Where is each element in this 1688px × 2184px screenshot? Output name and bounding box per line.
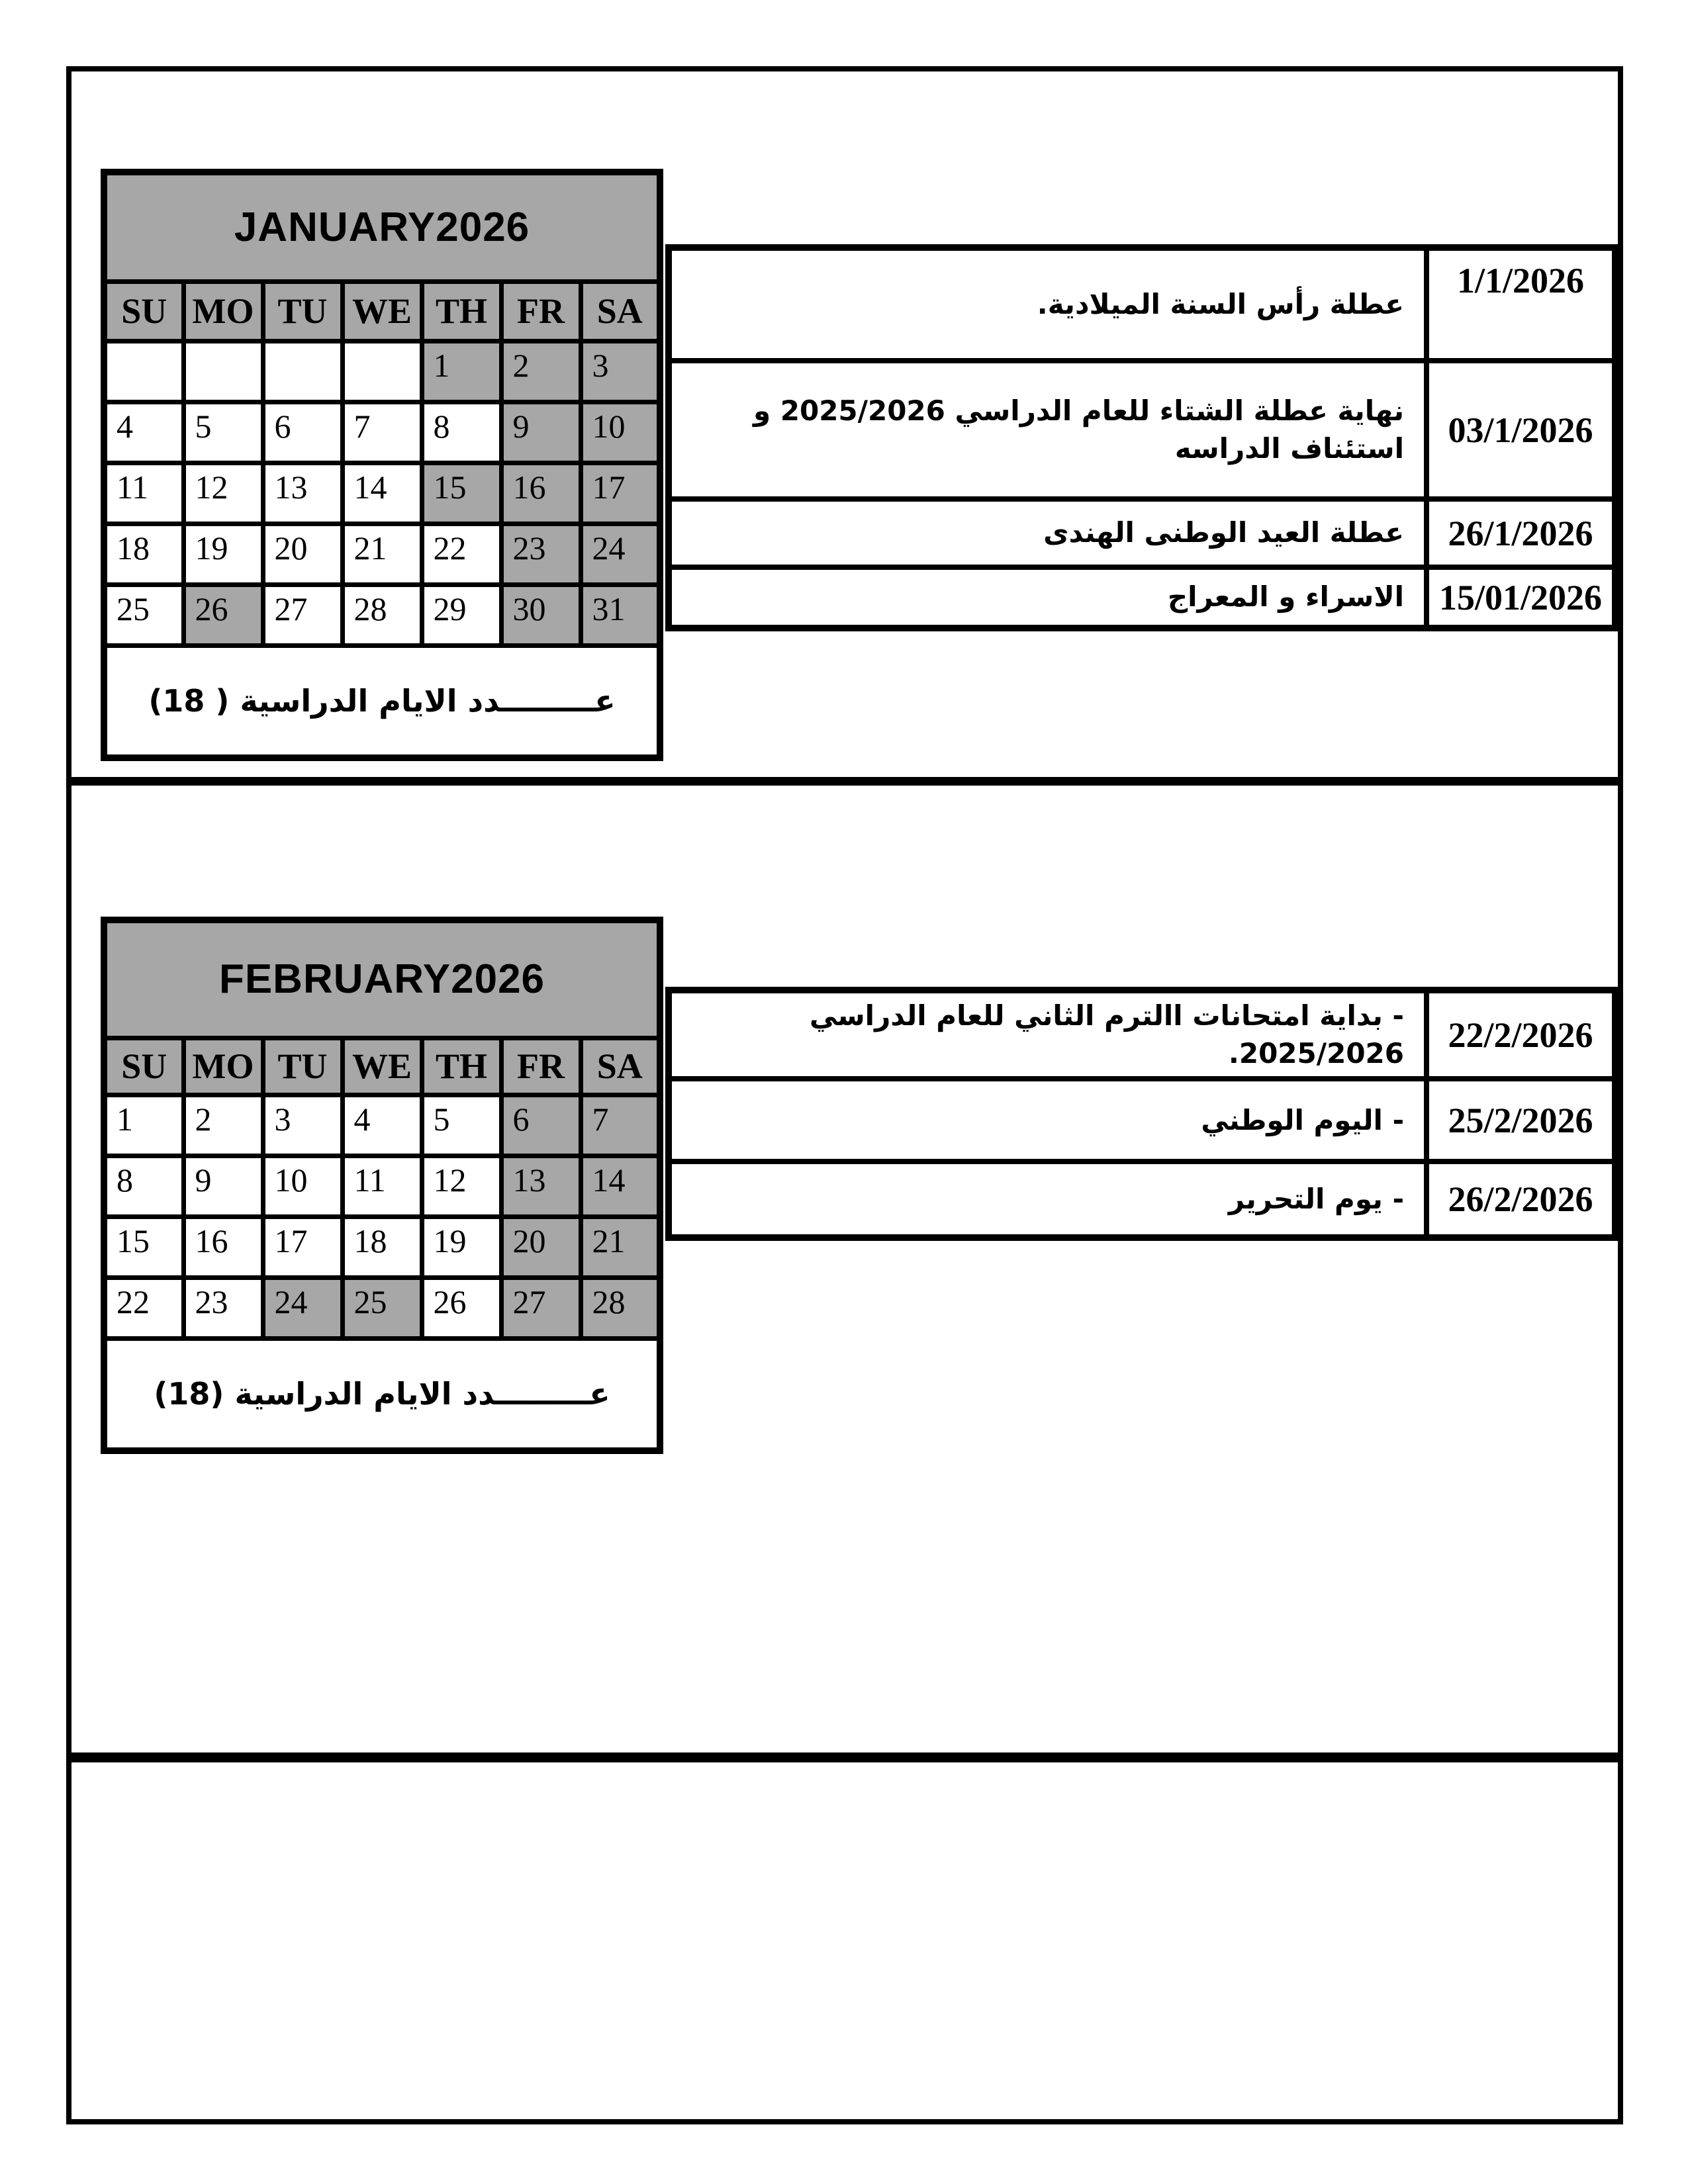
- week-row: [104, 523, 660, 584]
- day-cell-8: 8: [422, 402, 501, 463]
- day-cell-12: 12: [422, 1156, 501, 1216]
- day-header-mo: MO: [183, 281, 263, 341]
- calendar-head: [104, 172, 660, 341]
- day-cell-2: 2: [501, 341, 581, 402]
- day-cell-4: 4: [342, 1095, 422, 1156]
- weekday-header-row: [104, 281, 660, 341]
- week-row: [104, 402, 660, 463]
- event-row: [669, 990, 1615, 1079]
- day-cell-20: 20: [501, 1216, 581, 1277]
- school-days-note: عـــــــــدد الايام الدراسية ( 18): [104, 645, 660, 758]
- calendar-title-row: [104, 920, 660, 1038]
- events-table-february: [665, 987, 1618, 1241]
- day-cell-empty: [104, 341, 183, 402]
- calendar-title-row: [104, 172, 660, 281]
- event-description: الاسراء و المعراج: [669, 567, 1427, 628]
- day-cell-28: 28: [342, 584, 422, 645]
- day-header-th: TH: [422, 281, 501, 341]
- day-cell-9: 9: [501, 402, 581, 463]
- weekday-header-row: [104, 1038, 660, 1095]
- event-row: [669, 1161, 1615, 1238]
- week-row: [104, 463, 660, 523]
- day-cell-21: 21: [581, 1216, 660, 1277]
- day-cell-2: 2: [183, 1095, 263, 1156]
- day-cell-empty: [263, 341, 342, 402]
- day-cell-13: 13: [501, 1156, 581, 1216]
- day-cell-23: 23: [501, 523, 581, 584]
- day-cell-9: 9: [183, 1156, 263, 1216]
- day-cell-3: 3: [263, 1095, 342, 1156]
- day-header-fr: FR: [501, 1038, 581, 1095]
- calendar-weeks: [104, 1095, 660, 1338]
- day-cell-27: 27: [501, 1277, 581, 1338]
- school-days-note: عـــــــــدد الايام الدراسية (18): [104, 1338, 660, 1451]
- calendar-month-title: FEBRUARY2026: [104, 920, 660, 1038]
- day-cell-1: 1: [104, 1095, 183, 1156]
- event-date: 1/1/2026: [1427, 248, 1615, 361]
- day-cell-22: 22: [422, 523, 501, 584]
- day-cell-1: 1: [422, 341, 501, 402]
- event-description: - يوم التحرير: [669, 1161, 1427, 1238]
- bottom-empty-section: [71, 1762, 1618, 2119]
- day-cell-27: 27: [263, 584, 342, 645]
- day-header-sa: SA: [581, 1038, 660, 1095]
- event-date: 26/1/2026: [1427, 499, 1615, 567]
- week-row: [104, 1095, 660, 1156]
- day-cell-6: 6: [263, 402, 342, 463]
- day-cell-7: 7: [342, 402, 422, 463]
- event-description: عطلة العيد الوطنى الهندى: [669, 499, 1427, 567]
- event-description: نهاية عطلة الشتاء للعام الدراسي 2025/2026 و استئناف الدراسه: [669, 361, 1427, 499]
- day-cell-empty: [342, 341, 422, 402]
- calendar-month-title: JANUARY2026: [104, 172, 660, 281]
- day-cell-18: 18: [342, 1216, 422, 1277]
- day-cell-24: 24: [263, 1277, 342, 1338]
- day-cell-25: 25: [342, 1277, 422, 1338]
- day-cell-8: 8: [104, 1156, 183, 1216]
- day-cell-4: 4: [104, 402, 183, 463]
- events-rows: [669, 990, 1615, 1238]
- event-date: 03/1/2026: [1427, 361, 1615, 499]
- day-header-sa: SA: [581, 281, 660, 341]
- calendar-foot: [104, 645, 660, 758]
- day-cell-17: 17: [263, 1216, 342, 1277]
- event-date: 15/01/2026: [1427, 567, 1615, 628]
- event-date: 22/2/2026: [1427, 990, 1615, 1079]
- day-cell-14: 14: [342, 463, 422, 523]
- calendar-weeks: [104, 341, 660, 645]
- day-cell-26: 26: [183, 584, 263, 645]
- day-cell-19: 19: [422, 1216, 501, 1277]
- day-cell-21: 21: [342, 523, 422, 584]
- day-cell-11: 11: [104, 463, 183, 523]
- day-cell-3: 3: [581, 341, 660, 402]
- day-cell-31: 31: [581, 584, 660, 645]
- day-cell-22: 22: [104, 1277, 183, 1338]
- day-cell-15: 15: [104, 1216, 183, 1277]
- events-rows: [669, 248, 1615, 628]
- day-header-tu: TU: [263, 281, 342, 341]
- calendar-foot: [104, 1338, 660, 1451]
- day-cell-29: 29: [422, 584, 501, 645]
- day-cell-28: 28: [581, 1277, 660, 1338]
- event-row: [669, 361, 1615, 499]
- week-row: [104, 1156, 660, 1216]
- day-cell-10: 10: [263, 1156, 342, 1216]
- day-cell-5: 5: [183, 402, 263, 463]
- week-row: [104, 1216, 660, 1277]
- event-description: - اليوم الوطني: [669, 1079, 1427, 1161]
- day-cell-6: 6: [501, 1095, 581, 1156]
- day-header-fr: FR: [501, 281, 581, 341]
- day-header-su: SU: [104, 1038, 183, 1095]
- day-cell-13: 13: [263, 463, 342, 523]
- week-row: [104, 1277, 660, 1338]
- calendar-table-january: [101, 169, 663, 761]
- day-cell-17: 17: [581, 463, 660, 523]
- events-table-january: [665, 244, 1618, 631]
- event-description: عطلة رأس السنة الميلادية.: [669, 248, 1427, 361]
- section-divider-line: [66, 777, 1623, 786]
- day-header-th: TH: [422, 1038, 501, 1095]
- day-cell-7: 7: [581, 1095, 660, 1156]
- day-cell-18: 18: [104, 523, 183, 584]
- day-cell-15: 15: [422, 463, 501, 523]
- day-cell-20: 20: [263, 523, 342, 584]
- event-row: [669, 248, 1615, 361]
- day-cell-16: 16: [501, 463, 581, 523]
- day-cell-26: 26: [422, 1277, 501, 1338]
- day-cell-12: 12: [183, 463, 263, 523]
- day-cell-30: 30: [501, 584, 581, 645]
- day-header-we: WE: [342, 1038, 422, 1095]
- section-divider-line: [66, 1752, 1623, 1762]
- event-date: 25/2/2026: [1427, 1079, 1615, 1161]
- day-header-we: WE: [342, 281, 422, 341]
- day-header-mo: MO: [183, 1038, 263, 1095]
- calendar-footer-row: [104, 1338, 660, 1451]
- day-header-su: SU: [104, 281, 183, 341]
- day-cell-5: 5: [422, 1095, 501, 1156]
- day-cell-11: 11: [342, 1156, 422, 1216]
- week-row: [104, 341, 660, 402]
- day-cell-empty: [183, 341, 263, 402]
- day-header-tu: TU: [263, 1038, 342, 1095]
- day-cell-23: 23: [183, 1277, 263, 1338]
- day-cell-16: 16: [183, 1216, 263, 1277]
- calendar-table-february: [101, 917, 663, 1454]
- calendar-footer-row: [104, 645, 660, 758]
- week-row: [104, 584, 660, 645]
- event-row: [669, 567, 1615, 628]
- event-description: - بداية امتحانات االترم الثاني للعام الدراسي 2025/2026.: [669, 990, 1427, 1079]
- day-cell-10: 10: [581, 402, 660, 463]
- day-cell-14: 14: [581, 1156, 660, 1216]
- day-cell-19: 19: [183, 523, 263, 584]
- calendar-head: [104, 920, 660, 1095]
- event-row: [669, 1079, 1615, 1161]
- day-cell-24: 24: [581, 523, 660, 584]
- event-row: [669, 499, 1615, 567]
- day-cell-25: 25: [104, 584, 183, 645]
- event-date: 26/2/2026: [1427, 1161, 1615, 1238]
